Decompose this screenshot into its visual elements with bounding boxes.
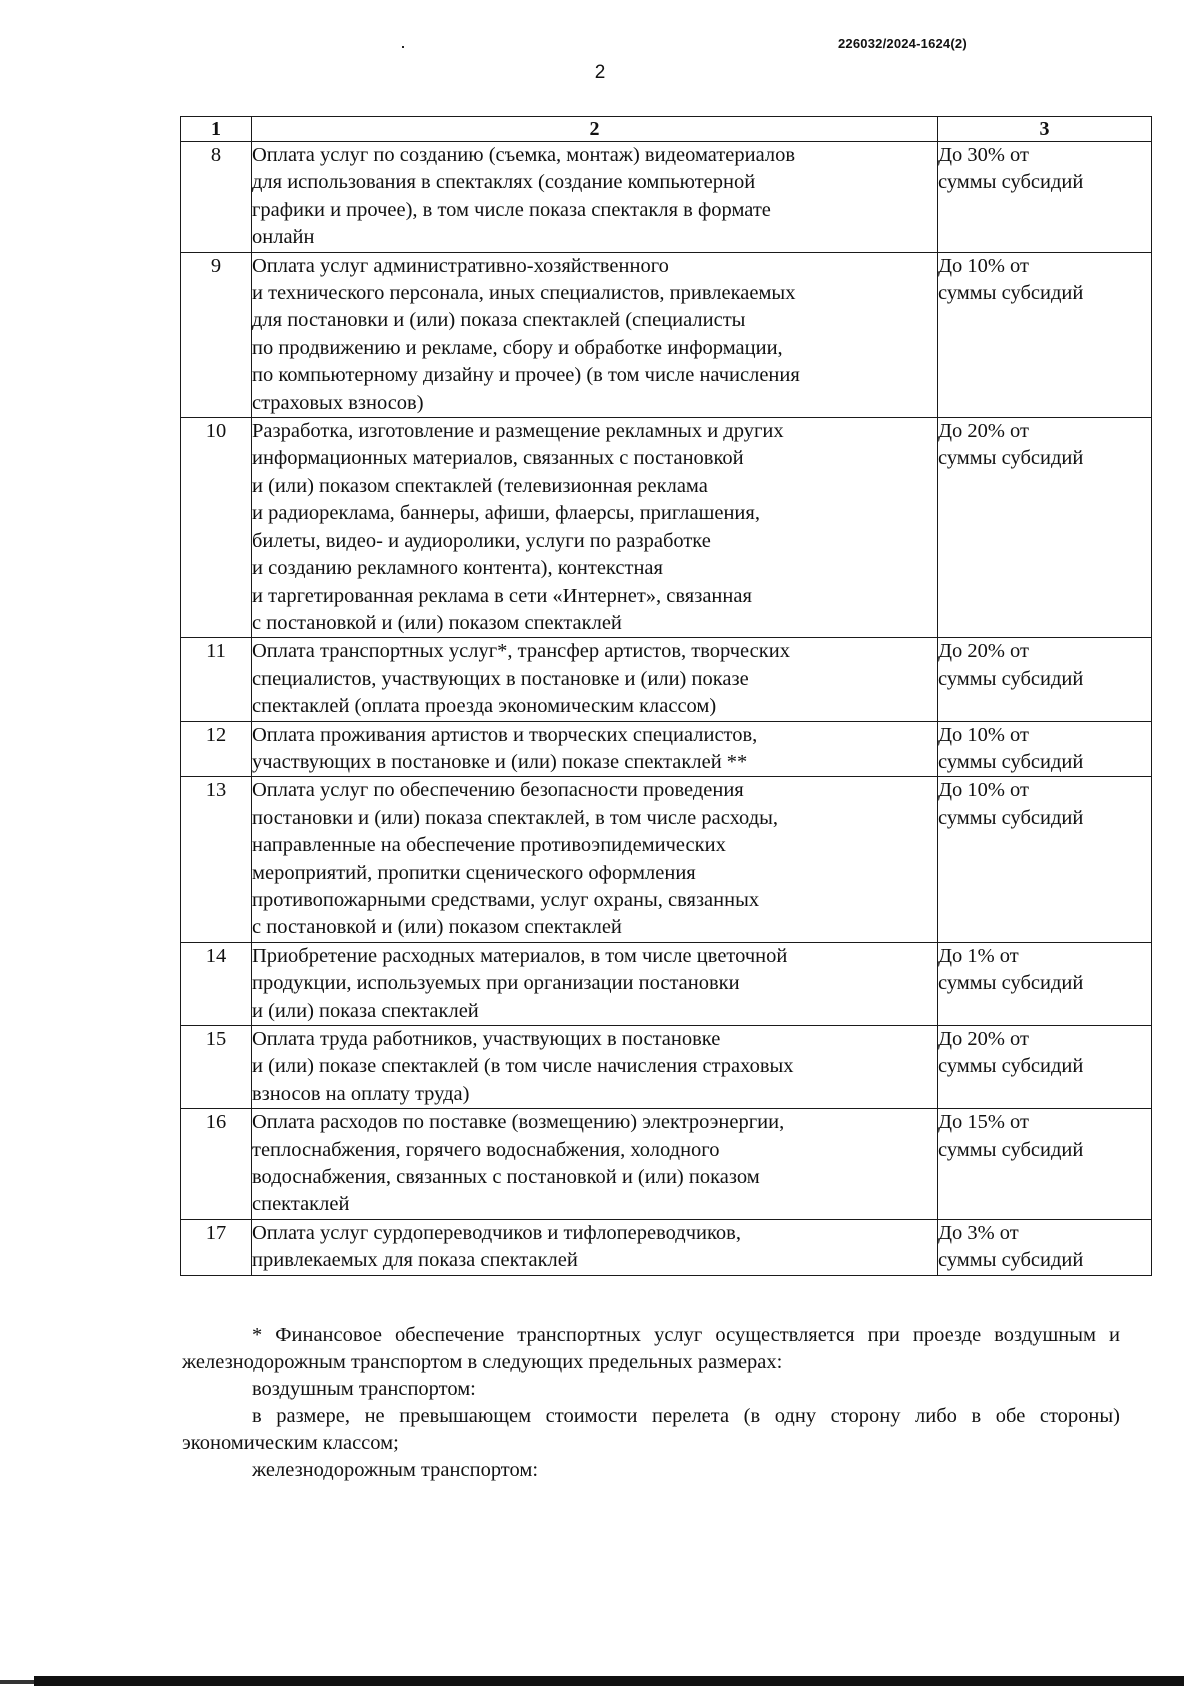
subsidy-share-line: суммы субсидий	[938, 1055, 1084, 1078]
row-number: 11	[181, 638, 252, 721]
expense-description	[252, 418, 938, 638]
description-line: постановки и (или) показа спектаклей, в том числе расходы,	[252, 806, 779, 829]
subsidy-share-line: суммы субсидий	[938, 1249, 1084, 1272]
table-body	[181, 142, 1152, 1276]
description-line: спектаклей	[252, 1193, 350, 1216]
expense-description	[252, 252, 938, 417]
footnotes	[182, 1322, 1120, 1484]
column-header-1: 1	[181, 117, 252, 142]
subsidy-share	[938, 638, 1152, 721]
subsidy-share-line: До 20% от	[938, 420, 1029, 443]
row-number: 13	[181, 777, 252, 942]
page-number: 2	[594, 62, 606, 83]
expense-description	[252, 1219, 938, 1275]
description-line: Разработка, изготовление и размещение рекламных и других	[252, 420, 784, 443]
description-line: Приобретение расходных материалов, в том числе цветочной	[252, 944, 788, 967]
subsidy-share	[938, 777, 1152, 942]
description-line: специалистов, участвующих в постановке и (или) показе	[252, 667, 749, 690]
table-row	[181, 942, 1152, 1025]
description-line: для использования в спектаклях (создание компьютерной	[252, 171, 756, 194]
table-row	[181, 638, 1152, 721]
subsidy-share-line: До 10% от	[938, 779, 1029, 802]
description-line: Оплата транспортных услуг*, трансфер артистов, творческих	[252, 640, 790, 663]
description-line: графики и прочее), в том числе показа спектакля в формате	[252, 198, 771, 221]
description-line: Оплата проживания артистов и творческих специалистов,	[252, 723, 758, 746]
table-row	[181, 1026, 1152, 1109]
footnote-air-heading: воздушным транспортом:	[252, 1378, 476, 1400]
description-line: Оплата услуг по созданию (съемка, монтаж) видеоматериалов	[252, 144, 796, 166]
expense-description	[252, 721, 938, 777]
description-line: и созданию рекламного контента), контекстная	[252, 557, 663, 580]
description-line: и (или) показом спектаклей (телевизионная реклама	[252, 474, 708, 497]
subsidy-share-line: До 20% от	[938, 640, 1029, 663]
table-row	[181, 418, 1152, 638]
description-line: направленные на обеспечение противоэпидемических	[252, 834, 726, 857]
description-line: по продвижению и рекламе, сбору и обработке информации,	[252, 336, 783, 359]
expense-description	[252, 142, 938, 253]
scan-bottom-border	[34, 1676, 1184, 1686]
subsidy-share	[938, 252, 1152, 417]
footnote-transport: * Финансовое обеспечение транспортных услуг осуществляется при проезде воздушным и железнодорожным транспортом в следующих предельных размерах:	[182, 1324, 1120, 1373]
description-line: для постановки и (или) показа спектаклей (специалисты	[252, 309, 746, 332]
row-number: 10	[181, 418, 252, 638]
subsidy-share-line: До 20% от	[938, 1028, 1029, 1050]
subsidy-share-line: суммы субсидий	[938, 972, 1084, 995]
description-line: Оплата услуг административно-хозяйственного	[252, 254, 669, 277]
subsidy-share-line: До 3% от	[938, 1221, 1019, 1244]
table-row	[181, 142, 1152, 253]
subsidy-share-line: суммы субсидий	[938, 282, 1084, 305]
subsidy-share-line: суммы субсидий	[938, 806, 1084, 829]
row-number: 12	[181, 721, 252, 777]
subsidy-share	[938, 942, 1152, 1025]
description-line: взносов на оплату труда)	[252, 1082, 470, 1105]
subsidy-share-line: суммы субсидий	[938, 171, 1084, 194]
row-number: 9	[181, 252, 252, 417]
description-line: участвующих в постановке и (или) показе спектаклей **	[252, 750, 748, 773]
table-row	[181, 252, 1152, 417]
table-header-row	[181, 117, 1152, 142]
description-line: привлекаемых для показа спектаклей	[252, 1249, 578, 1272]
description-line: по компьютерному дизайну и прочее) (в том числе начисления	[252, 364, 800, 387]
scan-speck	[402, 46, 404, 48]
description-line: Оплата труда работников, участвующих в постановке	[252, 1028, 721, 1050]
subsidy-share	[938, 721, 1152, 777]
description-line: и радиореклама, баннеры, афиши, флаерсы, приглашения,	[252, 502, 760, 525]
table-row	[181, 777, 1152, 942]
column-header-3: 3	[938, 117, 1152, 142]
description-line: Оплата услуг по обеспечению безопасности проведения	[252, 779, 744, 802]
subsidy-share-line: До 10% от	[938, 254, 1029, 277]
expense-description	[252, 1109, 938, 1220]
row-number: 15	[181, 1026, 252, 1109]
subsidy-share-line: До 15% от	[938, 1111, 1029, 1134]
column-header-2: 2	[252, 117, 938, 142]
table-row	[181, 1219, 1152, 1275]
subsidy-share	[938, 1219, 1152, 1275]
description-line: мероприятий, пропитки сценического оформления	[252, 861, 696, 884]
subsidy-share-line: суммы субсидий	[938, 1138, 1084, 1161]
expense-description	[252, 1026, 938, 1109]
row-number: 8	[181, 142, 252, 253]
subsidy-share-line: суммы субсидий	[938, 750, 1084, 773]
subsidy-share	[938, 142, 1152, 253]
row-number: 17	[181, 1219, 252, 1275]
description-line: продукции, используемых при организации постановки	[252, 972, 740, 995]
subsidy-share-line: суммы субсидий	[938, 667, 1084, 690]
document-registration-number: 226032/2024-1624(2)	[838, 36, 967, 51]
expense-table	[180, 116, 1152, 1276]
description-line: и (или) показе спектаклей (в том числе начисления страховых	[252, 1055, 794, 1078]
description-line: водоснабжения, связанных с постановкой и (или) показом	[252, 1166, 760, 1189]
table-row	[181, 1109, 1152, 1220]
description-line: и (или) показа спектаклей	[252, 999, 479, 1022]
subsidy-share	[938, 418, 1152, 638]
footnote-rail-heading: железнодорожным транспортом:	[252, 1459, 539, 1481]
subsidy-share-line: До 10% от	[938, 723, 1029, 746]
subsidy-share	[938, 1109, 1152, 1220]
description-line: и таргетированная реклама в сети «Интернет», связанная	[252, 584, 752, 607]
subsidy-share	[938, 1026, 1152, 1109]
expense-description	[252, 777, 938, 942]
table-row	[181, 721, 1152, 777]
description-line: теплоснабжения, горячего водоснабжения, холодного	[252, 1138, 720, 1161]
description-line: информационных материалов, связанных с постановкой	[252, 447, 744, 470]
footnote-air-limit: в размере, не превышающем стоимости перелета (в одну сторону либо в обе стороны) экономическим классом;	[182, 1405, 1120, 1454]
description-line: противопожарными средствами, услуг охраны, связанных	[252, 888, 760, 911]
description-line: онлайн	[252, 226, 315, 249]
description-line: Оплата услуг сурдопереводчиков и тифлопереводчиков,	[252, 1221, 741, 1244]
subsidy-share-line: суммы субсидий	[938, 447, 1084, 470]
row-number: 16	[181, 1109, 252, 1220]
description-line: билеты, видео- и аудиоролики, услуги по разработке	[252, 529, 711, 552]
expense-description	[252, 942, 938, 1025]
subsidy-share-line: До 1% от	[938, 944, 1019, 967]
description-line: Оплата расходов по поставке (возмещению) электроэнергии,	[252, 1111, 785, 1134]
description-line: спектаклей (оплата проезда экономическим классом)	[252, 695, 717, 718]
description-line: страховых взносов)	[252, 391, 424, 414]
subsidy-share-line: До 30% от	[938, 144, 1029, 166]
row-number: 14	[181, 942, 252, 1025]
description-line: с постановкой и (или) показом спектаклей	[252, 916, 622, 939]
expense-description	[252, 638, 938, 721]
description-line: и технического персонала, иных специалистов, привлекаемых	[252, 282, 796, 305]
description-line: с постановкой и (или) показом спектаклей	[252, 611, 622, 634]
